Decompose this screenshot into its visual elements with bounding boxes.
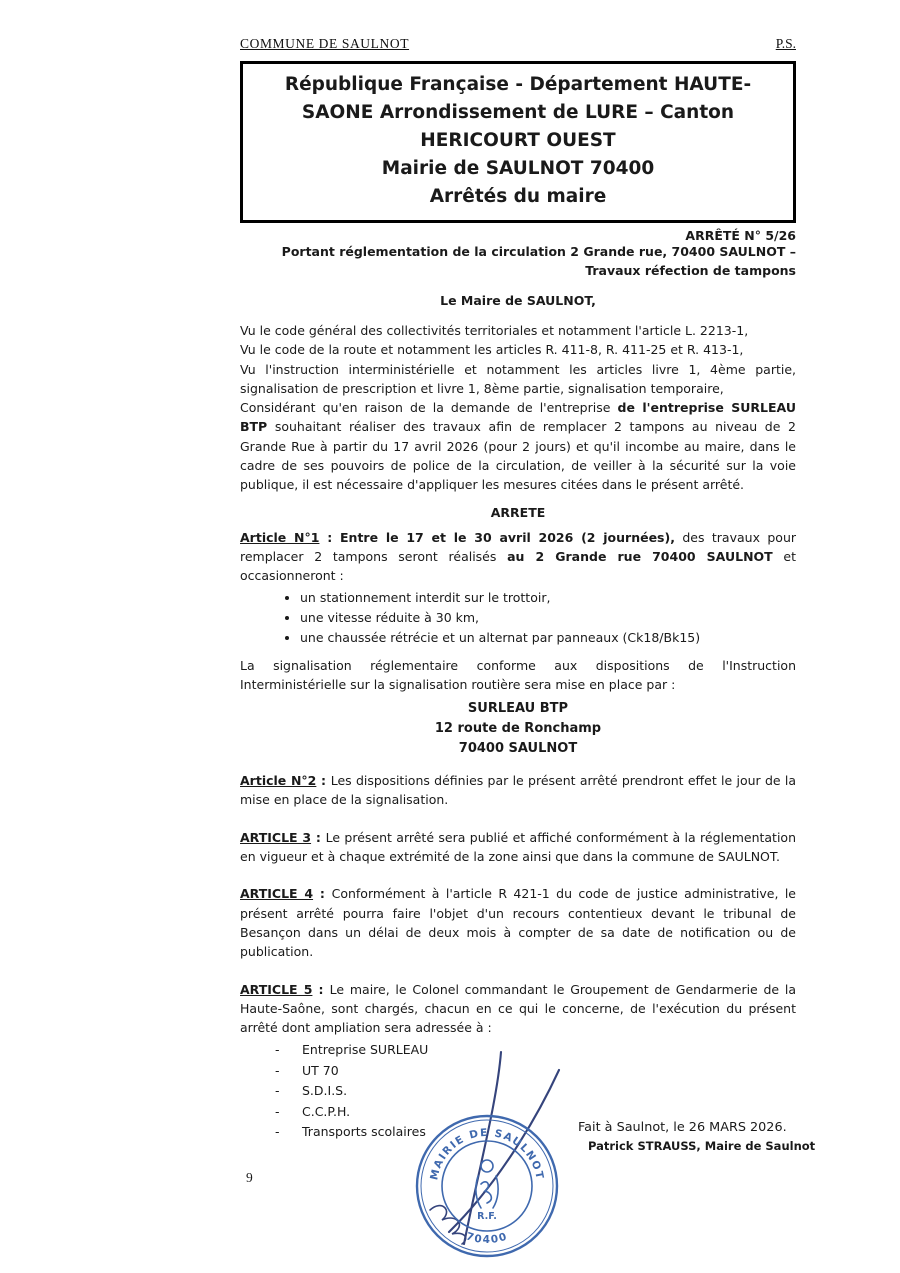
list-item: • une vitesse réduite à 30 km, <box>300 608 796 628</box>
text-segment: au 2 Grande rue 70400 SAULNOT <box>507 548 773 564</box>
list-item: - UT 70 <box>275 1061 796 1082</box>
article-1-bullet-list <box>268 588 796 648</box>
text-segment: Les dispositions définies par le présent arrêté prendront effet le jour de la mise en place de la signalisation. <box>240 773 796 808</box>
list-item: 12 route de Ronchamp <box>434 721 602 737</box>
list-item: SURLEAU BTP <box>467 701 569 717</box>
signature-flourish <box>430 1206 466 1244</box>
text-segment: La signalisation réglementaire conforme aux dispositions de l'Instruction Interministérielle sur la signalisation routière sera mise en place par : <box>240 657 796 692</box>
arrete-heading: ARRETE <box>490 504 546 520</box>
article-2-text <box>240 771 796 810</box>
article-4-text <box>240 884 796 961</box>
article-5-text <box>240 980 796 1038</box>
text-segment: Vu l'instruction interministérielle et notamment les articles livre 1, 4ème partie, signalisation de prescription et livre 1, 8ème partie, signalisation temporaire, <box>240 361 796 396</box>
text-segment: Article N°1 <box>240 529 320 545</box>
signature-block <box>578 1118 815 1156</box>
text-segment: : <box>311 829 326 845</box>
text-segment: Vu le code de la route et notamment les articles R. 411-8, R. 411-25 et R. 413-1, <box>240 342 744 358</box>
list-item: SAONE Arrondissement de LURE – Canton <box>301 102 735 123</box>
text-segment: : <box>316 773 331 789</box>
preamble-vu-3 <box>240 360 796 399</box>
text-segment: : <box>313 886 332 902</box>
stamp-arc-top-text: MAIRIE DE SAULNOT <box>428 1126 546 1182</box>
list-item: Arrêtés du maire <box>429 186 607 207</box>
list-item: - S.D.I.S. <box>275 1081 796 1102</box>
title-box <box>240 61 796 223</box>
stamp-emblem <box>476 1160 498 1208</box>
list-item: - C.C.P.H. <box>275 1102 796 1123</box>
list-item: - Transports scolaires <box>275 1122 796 1143</box>
preamble-vu-2 <box>240 340 796 359</box>
arrete-number: ARRÊTÉ N° 5/26 <box>685 228 796 243</box>
header-ps-label: P.S. <box>775 36 796 51</box>
company-address-block <box>240 699 796 759</box>
text-segment: : <box>312 981 330 997</box>
stamp-arc-bottom-text: 70400 <box>464 1230 510 1246</box>
maire-heading: Le Maire de SAULNOT, <box>440 293 596 308</box>
signalisation-text <box>240 656 796 695</box>
text-segment: Entre le 17 et le 30 avril 2026 (2 journées), <box>340 529 675 545</box>
text-segment: ARTICLE 4 <box>240 886 314 902</box>
preamble-section <box>240 321 796 495</box>
text-segment: souhaitant réaliser des travaux afin de remplacer 2 tampons au niveau de 2 Grande Rue à partir du 17 avril 2026 (pour 2 jours) et qu'il incombe au maire, dans le cadre de ses pouvoirs de police de la circulation, de veiller à la sécurité sur la voie publique, il est nécessaire d'appliquer les mesures citées dans le présent arrêté. <box>240 419 796 493</box>
list-item: 70400 SAULNOT <box>458 741 578 757</box>
text-segment: ARTICLE 5 <box>240 981 313 997</box>
preamble-considerant <box>240 398 796 494</box>
text-segment: Vu le code général des collectivités territoriales et notamment l'article L. 2213-1, <box>240 323 749 338</box>
list-item: Mairie de SAULNOT 70400 <box>381 158 655 179</box>
article-3-text <box>240 828 796 867</box>
text-segment: de l'entreprise SURLEAU BTP <box>240 400 796 435</box>
preamble-vu-1 <box>240 321 796 340</box>
document-header <box>240 36 796 52</box>
stamp-rf-text: R.F. <box>477 1211 497 1222</box>
text-segment: et occasionneront : <box>240 548 796 584</box>
list-item: - Entreprise SURLEAU <box>275 1040 796 1061</box>
mairie-stamp-and-signature <box>412 1046 584 1268</box>
list-item: République Française - Département HAUTE- <box>284 74 752 95</box>
document-content <box>240 36 796 1143</box>
page-number: 9 <box>246 1170 253 1185</box>
text-segment: Considérant qu'en raison de la demande de l'entreprise <box>240 400 618 416</box>
text-segment: Conformément à l'article R 421-1 du code de justice administrative, le présent arrêté pourra faire l'objet d'un recours contentieux devant le tribunal de Besançon dans un délai de deux mois à compter de sa date de notification ou de publication. <box>240 886 796 960</box>
signature-date-line: Fait à Saulnot, le 26 MARS 2026. <box>578 1120 787 1135</box>
text-segment: : <box>319 529 340 545</box>
list-item: • un stationnement interdit sur le trottoir, <box>300 588 796 608</box>
article-1-text <box>240 528 796 586</box>
text-segment: des travaux pour remplacer 2 tampons seront réalisés <box>240 529 797 564</box>
text-segment: ARTICLE 3 <box>240 829 312 845</box>
arrete-subject-line1: Portant réglementation de la circulation 2 Grande rue, 70400 SAULNOT – <box>281 244 796 259</box>
list-item: • une chaussée rétrécie et un alternat par panneaux (Ck18/Bk15) <box>300 628 796 648</box>
stamp-seal <box>417 1116 557 1256</box>
text-segment: Article N°2 <box>240 773 317 789</box>
arrete-subject-line2: Travaux réfection de tampons <box>585 262 796 278</box>
list-item: HERICOURT OUEST <box>420 130 616 151</box>
header-commune-label: COMMUNE DE SAULNOT <box>240 36 410 51</box>
signature-name-line: Patrick STRAUSS, Maire de Saulnot <box>588 1139 816 1153</box>
text-segment: Le maire, le Colonel commandant le Groupement de Gendarmerie de la Haute-Saône, sont chargés, chacun en ce qui le concerne, de l'exécution du présent arrêté dont ampliation sera adressée à : <box>240 981 796 1036</box>
text-segment: Le présent arrêté sera publié et affiché conformément à la réglementation en vigueur et à chaque extrémité de la zone ainsi que dans la commune de SAULNOT. <box>240 829 796 865</box>
